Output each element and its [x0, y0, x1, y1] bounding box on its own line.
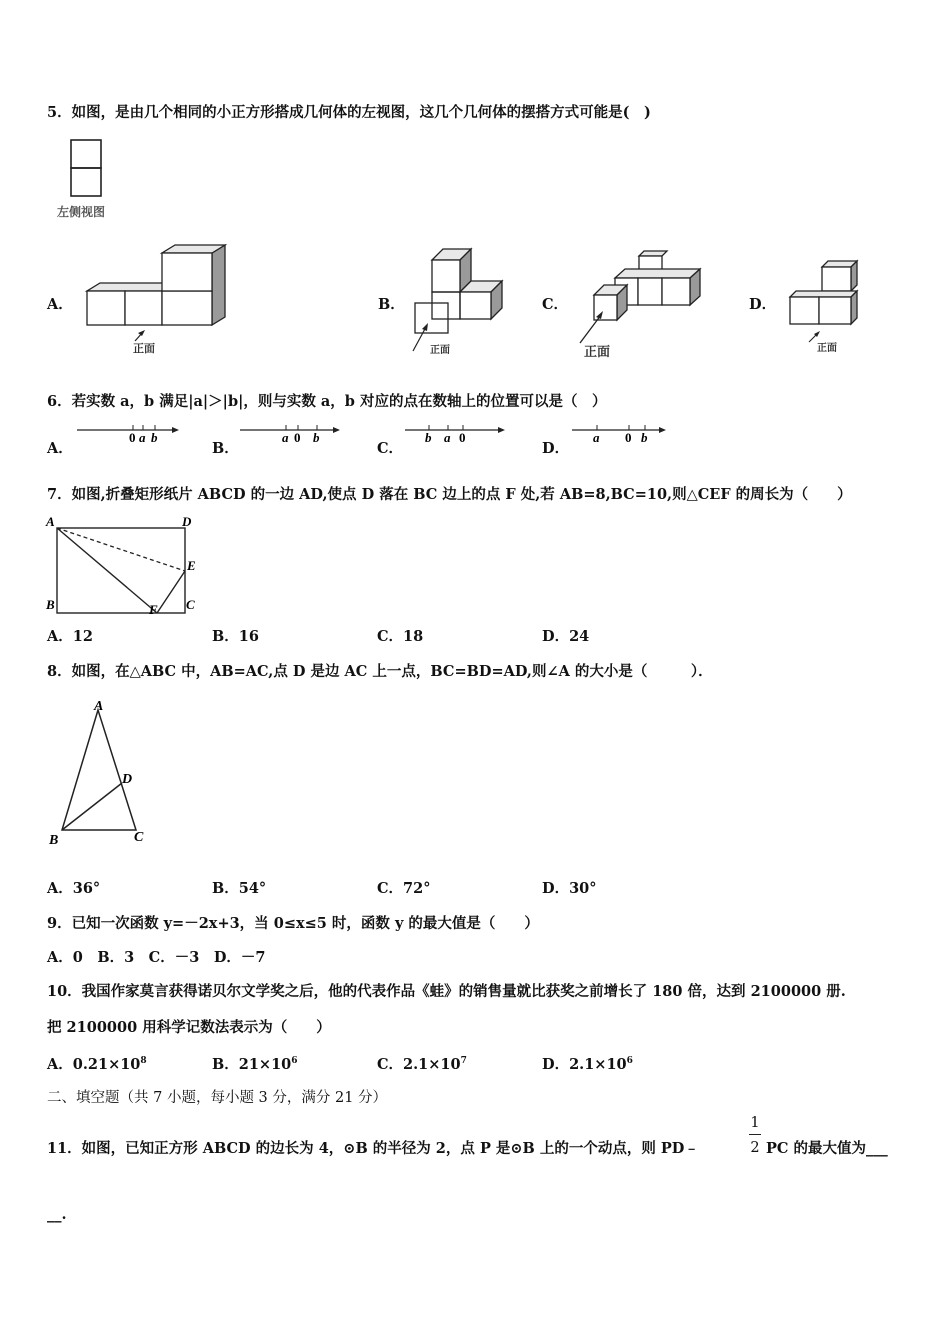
q5-option-b-label[interactable]: B． [378, 296, 405, 313]
q8-triangle-figure [45, 695, 165, 855]
q8-label-a: A [94, 699, 104, 714]
q6-option-a-numberline [75, 420, 185, 450]
q6-option-b-numberline [238, 420, 348, 450]
q6b-b: b [313, 430, 320, 445]
q7-stem: 7．如图,折叠矩形纸片 ABCD 的一边 AD,使点 D 落在 BC 边上的点 F 处,若 AB=8,BC=10,则△CEF 的周长为（ ） [47, 486, 852, 503]
q6a-b: b [151, 430, 158, 445]
q8-label-b: B [49, 833, 59, 848]
q6d-b: b [641, 430, 648, 445]
q7-option-d[interactable]: D．24 [542, 628, 590, 645]
q7-label-a: A [46, 514, 55, 529]
q6b-a: a [282, 430, 289, 445]
q5-front-label-a: 正面 [133, 343, 155, 355]
q5-option-c-figure [570, 245, 710, 360]
q6-stem: 6．若实数 a，b 满足|a|＞|b|，则与实数 a，b 对应的点在数轴上的位置可以是（ ） [47, 393, 607, 410]
q8-label-d: D [122, 772, 133, 787]
q11-fraction-denominator: 2 [750, 1140, 760, 1156]
q11-blank-continued[interactable]: __. [47, 1206, 67, 1223]
q5-option-a-figure [85, 245, 235, 360]
q8-option-b[interactable]: B．54° [212, 880, 267, 897]
q6a-a: a [139, 430, 146, 445]
q6-option-b-label[interactable]: B． [212, 440, 239, 457]
q8-option-c[interactable]: C．72° [377, 880, 431, 897]
q11-stem-part1: 11．如图，已知正方形 ABCD 的边长为 4，⊙B 的半径为 2，点 P 是⊙B 上的一个动点，则 PD﹣ [47, 1140, 699, 1157]
q7-option-b[interactable]: B．16 [212, 628, 259, 645]
q10-stem-line2: 把 2100000 用科学记数法表示为（ ） [47, 1019, 331, 1036]
q5-option-d-label[interactable]: D． [749, 296, 777, 313]
q7-label-d: D [182, 514, 192, 529]
q6-option-d-numberline [570, 420, 680, 450]
q6b-zero: 0 [294, 430, 301, 445]
q7-label-e: E [187, 558, 196, 573]
q6c-zero: 0 [459, 430, 466, 445]
q6d-zero: 0 [625, 430, 632, 445]
q6c-b: b [425, 430, 432, 445]
q5-option-a-label[interactable]: A． [47, 296, 73, 313]
q5-front-label-c: 正面 [584, 344, 611, 359]
q11-stem-part2: PC 的最大值为___ [766, 1140, 888, 1157]
q7-option-a[interactable]: A．12 [47, 628, 93, 645]
q7-option-c[interactable]: C．18 [377, 628, 424, 645]
q6c-a: a [444, 430, 451, 445]
q10-option-c[interactable]: C．$2.1\times 10^7$ [377, 1056, 467, 1073]
q8-label-c: C [134, 830, 144, 845]
q5-option-b-figure [408, 245, 523, 360]
q5-option-c-label[interactable]: C． [542, 296, 569, 313]
q6d-a: a [593, 430, 600, 445]
q5-option-d-figure [785, 255, 870, 360]
q11-fraction-numerator: 1 [750, 1115, 760, 1131]
section-2-heading: 二、填空题（共 7 小题，每小题 3 分，满分 21 分） [47, 1090, 388, 1106]
q8-option-d[interactable]: D．30° [542, 880, 597, 897]
q11-fraction-bar [749, 1134, 761, 1135]
q8-option-a[interactable]: A．36° [47, 880, 101, 897]
q8-stem: 8．如图，在△ABC 中，AB=AC,点 D 是边 AC 上一点，BC=BD=AD,则∠A 的大小是（ ）． [47, 663, 713, 680]
q6-option-c-label[interactable]: C． [377, 440, 404, 457]
q9-options[interactable]: A．0 B．3 C．－3 D．－7 [47, 949, 266, 966]
q10-option-b[interactable]: B．$21\times 10^6$ [212, 1056, 298, 1073]
q10-stem-line1: 10．我国作家莫言获得诺贝尔文学奖之后，他的代表作品《蛙》的销售量就比获奖之前增长了 180 倍，达到 2100000 册. [47, 983, 846, 1000]
q6-option-a-label[interactable]: A． [47, 440, 73, 457]
q9-stem: 9．已知一次函数 y=－2x+3，当 0≤x≤5 时，函数 y 的最大值是（ ） [47, 915, 539, 932]
q6-option-d-label[interactable]: D． [542, 440, 570, 457]
q7-rectangle-figure [45, 512, 210, 622]
q10-option-d[interactable]: D．$2.1\times 10^6$ [542, 1056, 633, 1073]
q5-stem: 5．如图，是由几个相同的小正方形搭成几何体的左视图，这几个几何体的摆搭方式可能是( ) [47, 104, 651, 121]
q5-left-view-caption: 左侧视图 [57, 205, 106, 219]
q6a-zero: 0 [129, 430, 136, 445]
q6-option-c-numberline [403, 420, 513, 450]
q5-left-view-figure [57, 138, 140, 228]
q7-label-f: F [149, 602, 158, 617]
q5-front-label-d: 正面 [817, 343, 837, 354]
q5-front-label-b: 正面 [430, 345, 450, 356]
q7-label-c: C [186, 597, 195, 612]
q10-option-a[interactable]: A．$0.21\times 10^8$ [47, 1056, 147, 1073]
q7-label-b: B [46, 597, 55, 612]
